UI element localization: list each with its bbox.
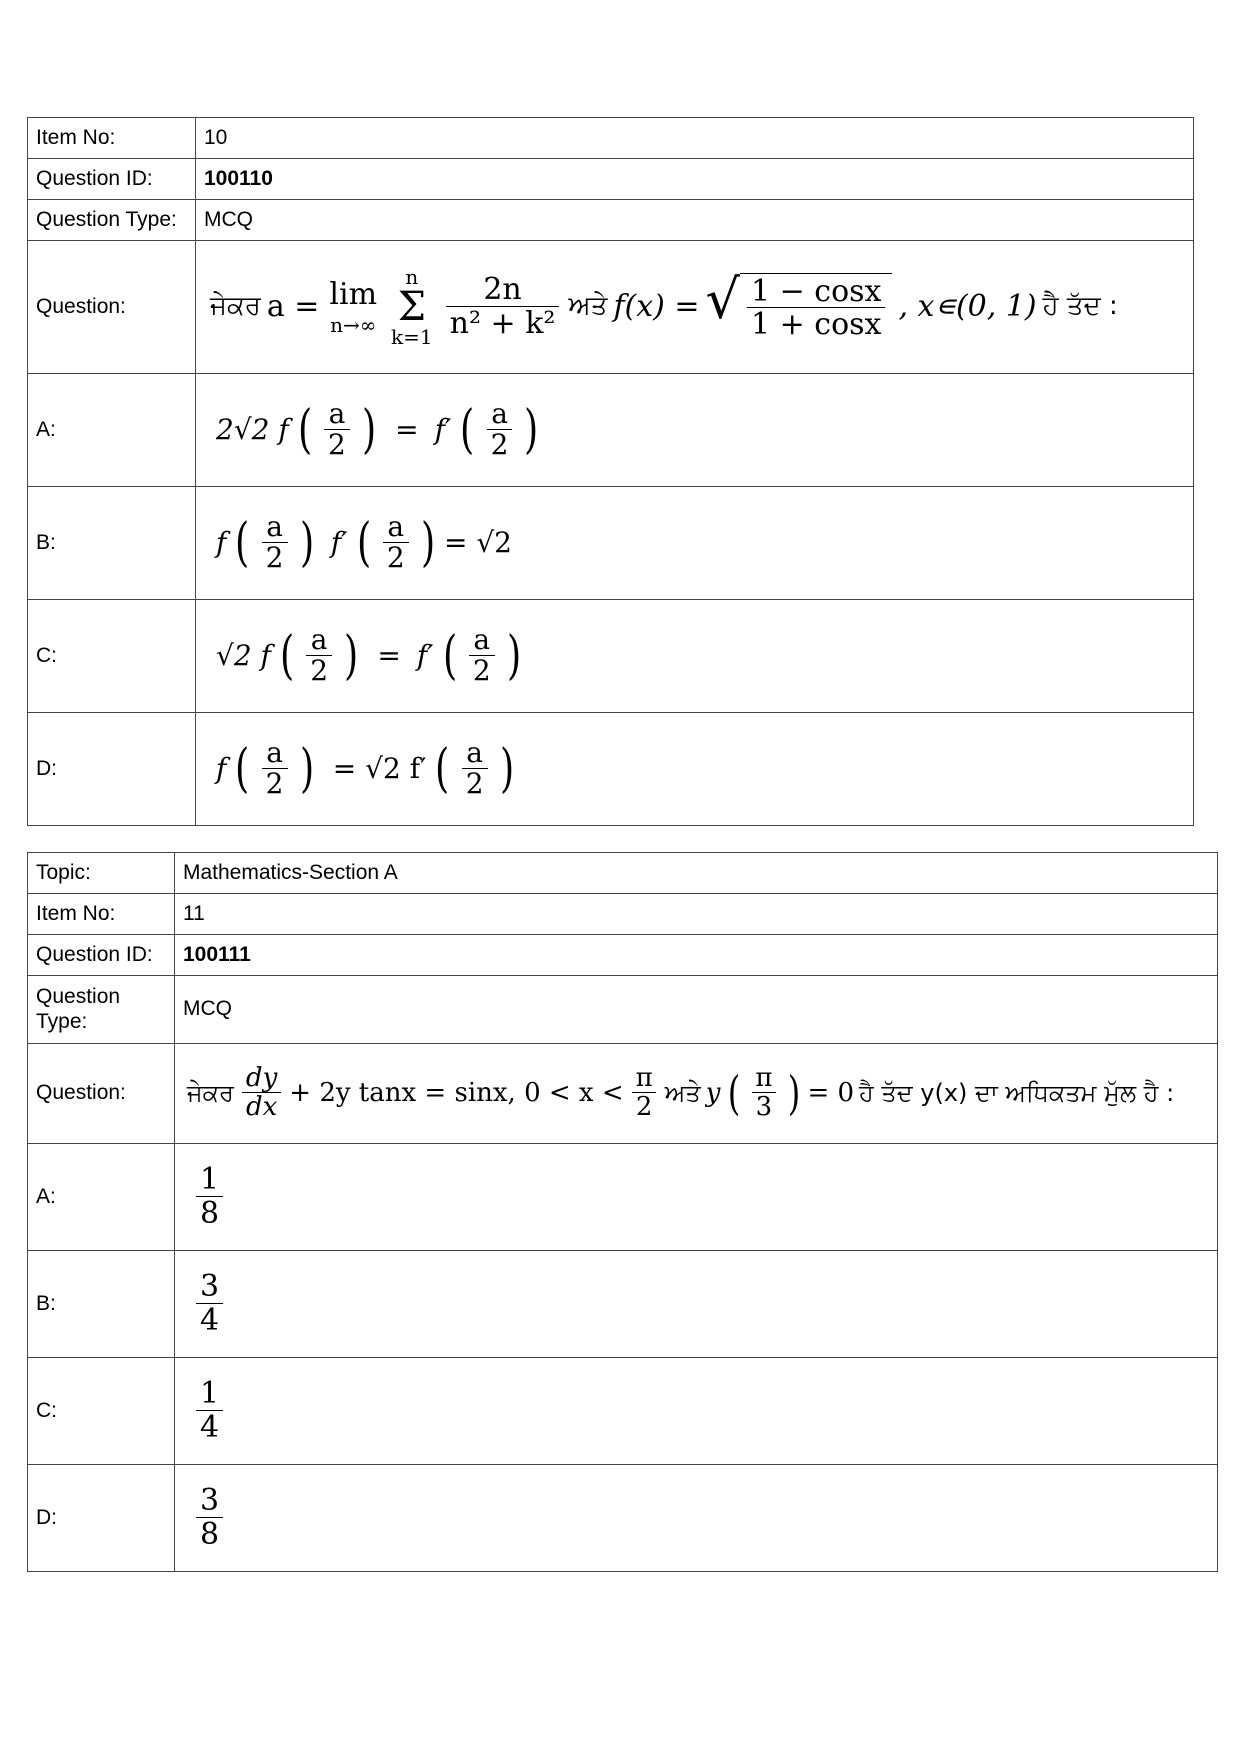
- sum-lower: k=1: [391, 325, 433, 349]
- opt-d-lhs: f: [216, 751, 227, 785]
- punjabi-jekar: ਜੇਕਰ: [210, 291, 261, 322]
- a-over-2: $\frac{a}{2}$: [469, 625, 495, 686]
- option-c-math: [175, 1358, 1218, 1465]
- option-b-label: B:: [28, 1251, 175, 1358]
- equals: =: [395, 412, 419, 446]
- question-type-value: MCQ: [196, 200, 1194, 241]
- option-c-label: C:: [28, 600, 196, 713]
- fraction-1-8: $\frac{1}{8}$: [196, 1164, 223, 1230]
- dy-dx-fraction: [242, 1065, 281, 1122]
- opt-a-lhs: 2√2 f: [216, 412, 289, 446]
- lim-text: lim: [329, 277, 378, 312]
- a-over-2: $\frac{a}{2}$: [383, 512, 409, 573]
- pi-over-2: $\frac{\pi}{2}$: [632, 1065, 657, 1122]
- punjabi-jekar: ਜੇਕਰ: [187, 1078, 234, 1107]
- y-symbol: y: [705, 1077, 721, 1108]
- topic-value: Mathematics-Section A: [175, 853, 1218, 894]
- right-paren: ): [361, 400, 377, 460]
- opt-c-lhs: √2 f: [216, 638, 271, 672]
- equals: =: [377, 638, 401, 672]
- topic-label: Topic:: [28, 853, 175, 894]
- equation-part-1: + 2y tanx = sinx, 0 < x <: [289, 1077, 624, 1108]
- fraction-1-4: $\frac{1}{4}$: [196, 1378, 223, 1444]
- question-id-label: Question ID:: [28, 935, 175, 976]
- option-a-math: 2√2 f ( $\frac{a}{2}$ ) = f′ ( $\frac{a}{2}$ ): [196, 374, 1194, 487]
- root-fraction: [747, 273, 885, 343]
- dx: dx: [242, 1092, 281, 1122]
- punjabi-ate: ਅਤੇ: [568, 291, 608, 322]
- option-b-math: f ( $\frac{a}{2}$ ) f′ ( $\frac{a}{2}$ ) = √2: [196, 487, 1194, 600]
- opt-d-rhs: = √2 f′: [332, 751, 427, 785]
- question-text: [196, 241, 1194, 374]
- fraction-denominator: n² + k²: [446, 306, 560, 340]
- a-over-2: $\frac{a}{2}$: [462, 738, 488, 799]
- item-no-value: 10: [196, 118, 1194, 159]
- sum-operator: [391, 266, 433, 348]
- opt-c-rhs: f′: [416, 638, 434, 672]
- a-over-2: $\frac{a}{2}$: [262, 738, 288, 799]
- question-type-label: Question Type:: [28, 976, 175, 1044]
- punjabi-tail: ਹੈ ਤੱਦ y(x) ਦਾ ਅਧਿਕਤਮ ਮੁੱਲ ਹੈ :: [859, 1078, 1175, 1107]
- fraction-3-4: $\frac{3}{4}$: [196, 1271, 223, 1337]
- opt-a-rhs: f′: [434, 412, 452, 446]
- item-no-label: Item No:: [28, 118, 196, 159]
- a-equals: a =: [266, 288, 320, 324]
- fx-equals: f(x) =: [613, 288, 700, 324]
- root-denominator: 1 + cosx: [747, 307, 885, 341]
- option-b-math: [175, 1251, 1218, 1358]
- question-11-table: [27, 852, 1218, 1572]
- question-label: Question:: [28, 1044, 175, 1144]
- question-type-label: Question Type:: [28, 200, 196, 241]
- sum-fraction: [446, 274, 560, 340]
- option-a-math: [175, 1144, 1218, 1251]
- option-a-label: A:: [28, 1144, 175, 1251]
- a-over-2: $\frac{a}{2}$: [306, 625, 332, 686]
- punjabi-hai-tad: ਹੈ ਤੱਦ :: [1042, 291, 1118, 322]
- question-id-label: Question ID:: [28, 159, 196, 200]
- dy: dy: [245, 1063, 278, 1094]
- option-d-math: [175, 1465, 1218, 1572]
- sum-upper: n: [405, 265, 419, 289]
- fraction-numerator: 2n: [483, 272, 522, 308]
- option-d-label: D:: [28, 713, 196, 826]
- lim-subscript: n→∞: [330, 313, 377, 337]
- a-over-2: $\frac{a}{2}$: [487, 399, 513, 460]
- opt-b-lhs: f: [216, 525, 227, 559]
- question-label: Question:: [28, 241, 196, 374]
- option-a-label: A:: [28, 374, 196, 487]
- root-numerator: 1 − cosx: [750, 273, 882, 309]
- domain-text: , x∊(0, 1): [898, 288, 1037, 324]
- opt-b-rhs: = √2: [443, 525, 512, 559]
- fraction-3-8: $\frac{3}{8}$: [196, 1485, 223, 1551]
- option-c-math: √2 f ( $\frac{a}{2}$ ) = f′ ( $\frac{a}{2}$ ): [196, 600, 1194, 713]
- pi-over-3: $\frac{\pi}{3}$: [751, 1065, 776, 1122]
- item-no-label: Item No:: [28, 894, 175, 935]
- opt-b-mid: f′: [330, 525, 348, 559]
- a-over-2: $\frac{a}{2}$: [324, 399, 350, 460]
- square-root: [705, 267, 893, 343]
- punjabi-ate: ਅਤੇ: [664, 1078, 701, 1107]
- option-d-label: D:: [28, 1465, 175, 1572]
- question-id-value: 100110: [196, 159, 1194, 200]
- equals-zero: = 0: [807, 1077, 855, 1108]
- item-no-value: 11: [175, 894, 1218, 935]
- limit-operator: [329, 277, 377, 337]
- left-paren: (: [297, 400, 312, 460]
- a-over-2: $\frac{a}{2}$: [262, 512, 288, 573]
- radical-sign: √: [705, 267, 740, 331]
- question-type-value: MCQ: [175, 976, 1218, 1044]
- sigma-symbol: Σ: [397, 284, 426, 330]
- option-b-label: B:: [28, 487, 196, 600]
- option-c-label: C:: [28, 1358, 175, 1465]
- question-10-table: [27, 117, 1194, 826]
- question-id-value: 100111: [175, 935, 1218, 976]
- option-d-math: f ( $\frac{a}{2}$ ) = √2 f′ ( $\frac{a}{2}$ ): [196, 713, 1194, 826]
- question-text: ਜੇਕਰ $\frac{dy}{dx}$ + 2y tanx = sinx, 0 < x < $\frac{\pi}{2}$ ਅਤੇ y ( $\frac{\pi}{3}$ ) = 0 ਹੈ ਤੱਦ y(x) ਦਾ ਅਧਿਕਤਮ ਮੁੱਲ ਹੈ :: [175, 1044, 1218, 1144]
